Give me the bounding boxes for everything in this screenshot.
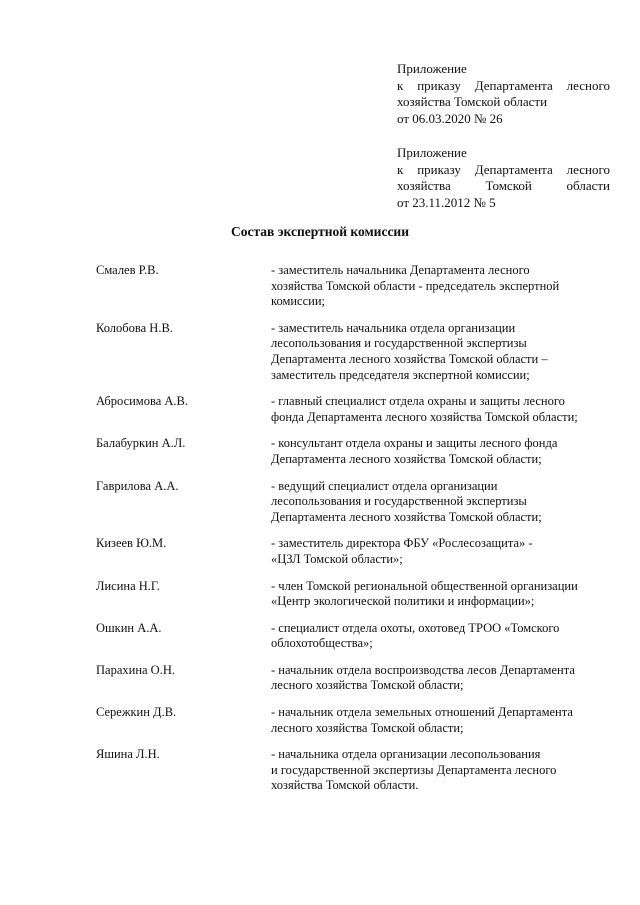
member-role	[271, 263, 616, 310]
member-row	[96, 321, 616, 383]
member-role-line: Департамента лесного хозяйства Томской области –	[271, 351, 548, 366]
member-role-line: лесного хозяйства Томской области;	[271, 720, 464, 735]
member-row	[96, 747, 616, 794]
appendix-date-number: от 06.03.2020 № 26	[397, 110, 503, 126]
appendix-order-ref: к приказу Департамента лесного	[397, 77, 610, 93]
member-role-line: Департамента лесного хозяйства Томской области;	[271, 451, 542, 466]
appendix-block-original	[397, 145, 610, 211]
member-role-line: - заместитель начальника Департамента лесного	[271, 263, 530, 277]
member-role-line: заместитель председателя экспертной комиссии;	[271, 367, 530, 382]
member-role	[271, 479, 616, 526]
commission-members-list	[96, 263, 616, 805]
member-name: Смалев Р.В.	[96, 263, 159, 277]
appendix-department: хозяйства Томской области	[397, 178, 610, 193]
member-role-line: - заместитель директора ФБУ «Рослесозащита» -	[271, 536, 533, 551]
member-role-line: - консультант отдела охраны и защиты лесного фонда	[271, 436, 558, 451]
appendix-heading: Приложение	[397, 145, 467, 160]
member-role-line: - главный специалист отдела охраны и защиты лесного	[271, 394, 565, 409]
member-role-line: Департамента лесного хозяйства Томской области;	[271, 509, 542, 524]
member-row	[96, 263, 616, 310]
member-role-line: - заместитель начальника отдела организации	[271, 320, 516, 335]
appendix-block-current	[397, 61, 610, 127]
member-role	[271, 747, 616, 794]
member-role-line: лесопользования и государственной экспертизы	[271, 494, 527, 509]
member-row	[96, 394, 616, 425]
member-role	[271, 394, 616, 425]
appendix-order-ref: к приказу Департамента лесного	[397, 161, 610, 177]
member-role-line: - специалист отдела охоты, охотовед ТРОО «Томского	[271, 620, 560, 635]
member-role-line: - начальник отдела воспроизводства лесов Департамента	[271, 662, 575, 677]
member-role	[271, 536, 616, 567]
member-role-line: лесного хозяйства Томской области;	[271, 678, 464, 693]
member-name: Кизеев Ю.М.	[96, 536, 167, 551]
appendix-date-number: от 23.11.2012 № 5	[397, 194, 496, 210]
member-name: Сережкин Д.В.	[96, 705, 177, 720]
member-role-line: лесопользования и государственной экспертизы	[271, 336, 527, 351]
member-role-line: фонда Департамента лесного хозяйства Томской области;	[271, 409, 578, 424]
appendix-heading: Приложение	[397, 61, 467, 76]
member-role-line: «Центр экологической политики и информации»;	[271, 594, 535, 609]
member-role-line: комиссии;	[271, 294, 325, 309]
member-name: Лисина Н.Г.	[96, 578, 160, 593]
member-row	[96, 621, 616, 652]
member-name: Парахина О.Н.	[96, 662, 175, 677]
member-name: Гаврилова А.А.	[96, 478, 179, 493]
member-role-line: - начальника отдела организации лесопользования	[271, 747, 541, 762]
member-role-line: - ведущий специалист отдела организации	[271, 478, 498, 493]
member-row	[96, 663, 616, 694]
member-name: Колобова Н.В.	[96, 320, 173, 335]
member-role	[271, 705, 616, 736]
appendix-department: хозяйства Томской области	[397, 94, 548, 109]
member-role-line: «ЦЗЛ Томской области»;	[271, 551, 403, 566]
member-row	[96, 436, 616, 467]
member-role	[271, 621, 616, 652]
member-name: Абросимова А.В.	[96, 394, 188, 409]
member-row	[96, 705, 616, 736]
member-role-line: и государственной экспертизы Департамента лесного	[271, 762, 557, 777]
member-role	[271, 579, 616, 610]
document-title: Состав экспертной комиссии	[231, 224, 409, 239]
member-name: Балабуркин А.Л.	[96, 436, 186, 451]
member-role	[271, 436, 616, 467]
member-role-line: облохотобщества»;	[271, 636, 373, 651]
member-role-line: хозяйства Томской области.	[271, 778, 419, 793]
member-row	[96, 479, 616, 526]
member-role-line: - член Томской региональной общественной организации	[271, 578, 578, 593]
member-name: Ошкин А.А.	[96, 620, 162, 635]
member-role	[271, 663, 616, 694]
member-row	[96, 579, 616, 610]
member-role-line: - начальник отдела земельных отношений Департамента	[271, 705, 573, 720]
member-role	[271, 321, 616, 383]
member-row	[96, 536, 616, 567]
member-name: Яшина Л.Н.	[96, 747, 160, 762]
member-role-line: хозяйства Томской области - председатель экспертной	[271, 278, 560, 293]
